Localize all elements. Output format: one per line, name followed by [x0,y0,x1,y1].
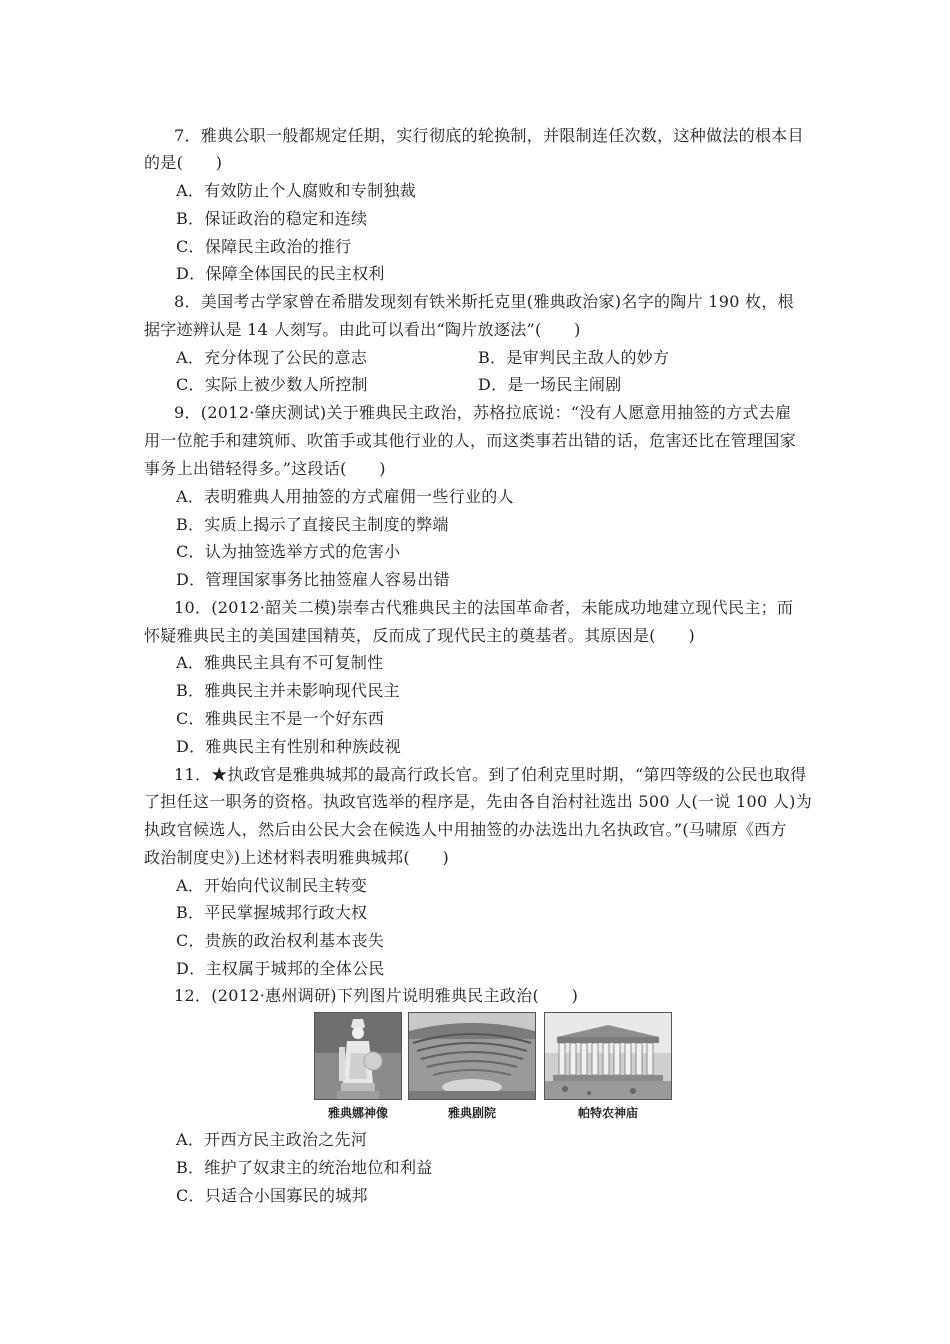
q12-option-c: C．只适合小国寡民的城邦 [176,1186,368,1205]
q10-stem-line1: 10．(2012·韶关二模)崇奉古代雅典民主的法国革命者，未能成功地建立现代民主；而 [174,598,794,617]
q7-option-c: C．保障民主政治的推行 [176,237,352,256]
q9-stem-line2: 用一位舵手和建筑师、吹笛手或其他行业的人，而这类事若出错的话，危害还比在管理国家 [144,431,797,450]
athens-theatre-image [408,1012,536,1100]
q10-option-b: B．雅典民主并未影响现代民主 [176,681,400,700]
q8-option-b: B．是审判民主敌人的妙方 [478,348,670,367]
q12-stem-line1: 12．(2012·惠州调研)下列图片说明雅典民主政治( ) [174,986,579,1005]
q10-stem-line2: 怀疑雅典民主的美国建国精英，反而成了现代民主的奠基者。其原因是( ) [144,626,695,645]
athena-statue-caption: 雅典娜神像 [327,1106,388,1120]
q11-stem-line3: 执政官候选人，然后由公民大会在候选人中用抽签的办法选出九名执政官。”(马啸原《西方 [144,820,787,839]
q9-stem-line3: 事务上出错轻得多。”这段话( ) [144,459,386,478]
athens-theatre-caption: 雅典剧院 [447,1106,496,1120]
q11-option-a: A．开始向代议制民主转变 [176,876,368,895]
q8-stem-line2: 据字迹辨认是 14 人刻写。由此可以看出“陶片放逐法”( ) [144,320,581,339]
q9-option-c: C．认为抽签选举方式的危害小 [176,542,401,561]
parthenon-image [544,1012,672,1100]
q11-stem-line2: 了担任这一职务的资格。执政官选举的程序是，先由各自治村社选出 500 人(一说 100 人)为 [144,792,813,811]
q10-option-a: A．雅典民主具有不可复制性 [176,653,384,672]
q8-option-d: D．是一场民主闹剧 [478,375,622,394]
q11-stem-line1: 11．★执政官是雅典城邦的最高行政长官。到了伯利克里时期，“第四等级的公民也取得 [174,765,807,784]
q9-option-b: B．实质上揭示了直接民主制度的弊端 [176,515,449,534]
q11-option-b: B．平民掌握城邦行政大权 [176,903,368,922]
q11-option-d: D．主权属于城邦的全体公民 [176,959,385,978]
q8-option-a: A．充分体现了公民的意志 [176,348,368,367]
q10-option-c: C．雅典民主不是一个好东西 [176,709,385,728]
q12-option-b: B．维护了奴隶主的统治地位和利益 [176,1158,433,1177]
q9-stem-line1: 9．(2012·肇庆测试)关于雅典民主政治，苏格拉底说：“没有人愿意用抽签的方式去雇 [174,403,792,422]
q8-option-c: C．实际上被少数人所控制 [176,375,368,394]
q7-stem-line2: 的是( ) [144,153,223,172]
q7-option-b: B．保证政治的稳定和连续 [176,209,368,228]
q11-stem-line4: 政治制度史》)上述材料表明雅典城邦( ) [144,848,450,867]
parthenon-caption: 帕特农神庙 [577,1106,638,1120]
q7-stem-line1: 7．雅典公职一般都规定任期，实行彻底的轮换制，并限制连任次数，这种做法的根本目 [174,126,804,145]
q9-option-d: D．管理国家事务比抽签雇人容易出错 [176,570,450,589]
q10-option-d: D．雅典民主有性别和种族歧视 [176,737,402,756]
q11-option-c: C．贵族的政治权利基本丧失 [176,931,385,950]
q8-stem-line1: 8．美国考古学家曾在希腊发现刻有铁米斯托克里(雅典政治家)名字的陶片 190 枚，根 [174,292,794,311]
athena-statue-image [314,1012,402,1100]
q7-option-d: D．保障全体国民的民主权利 [176,264,385,283]
q12-option-a: A．开西方民主政治之先河 [176,1130,368,1149]
q12-image-strip [314,1012,670,1122]
q9-option-a: A．表明雅典人用抽签的方式雇佣一些行业的人 [176,487,514,506]
q7-option-a: A．有效防止个人腐败和专制独裁 [176,181,417,200]
